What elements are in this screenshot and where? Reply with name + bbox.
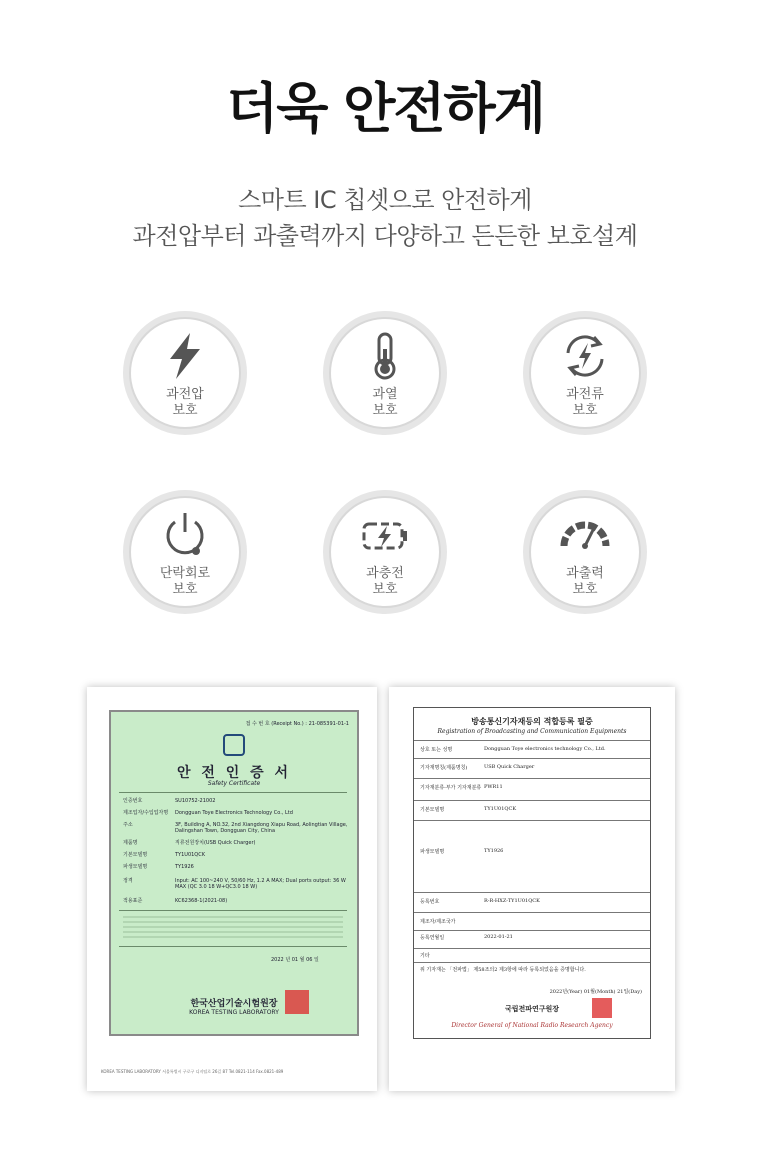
reg-value: TY1926	[484, 848, 504, 854]
registration-title: 방송통신기자재등의 적합등록 필증	[471, 716, 593, 726]
feature-short-circuit	[123, 490, 247, 614]
feature-sublabel: 보호	[572, 403, 598, 418]
cert-value: 직류전원장치(USB Quick Charger)	[175, 840, 256, 846]
cert-label: 파생모델명	[123, 864, 148, 870]
kc-logo-icon	[223, 734, 245, 756]
safety-certificate	[87, 687, 377, 1091]
registration-organization-en: Director General of National Radio Research Agency	[451, 1022, 613, 1029]
reg-label: 기본모델명	[420, 807, 445, 813]
feature-label: 과열	[372, 387, 398, 402]
reg-label: 제조자/제조국가	[420, 919, 456, 925]
cert-value: Input: AC 100~240 V, 50/60 Hz, 1.2 A MAX; Dual ports output: 36 W MAX (QC 3.0 18 W+QC3.0 18 W)	[175, 878, 346, 890]
cert-label: 제조업자/수입업자명	[123, 810, 169, 816]
subtitle-line-2: 과전압부터 과출력까지 다양하고 든든한 보호설계	[132, 222, 638, 250]
cert-value: KC62368-1(2021-08)	[175, 898, 228, 904]
battery-charge-icon	[360, 510, 410, 560]
feature-label: 과충전	[366, 566, 404, 581]
feature-overcurrent	[523, 311, 647, 435]
reg-value: R-R-HXZ-TY1U01QCK	[484, 898, 540, 904]
lightning-icon	[160, 331, 210, 381]
reg-label: 등록번호	[420, 899, 440, 905]
cert-value: 3F, Building A, NO.32, 2nd Xiangdong Xiapu Road, Aolingtian Village, Dalingshan Town, Dongguan City, China	[175, 822, 348, 834]
cert-value: TY1926	[175, 864, 194, 870]
cert-label: 주소	[123, 822, 133, 828]
reg-label: 등록연월일	[420, 935, 445, 941]
feature-overvoltage	[123, 311, 247, 435]
reg-value: USB Quick Charger	[484, 764, 535, 770]
registration-certificate	[389, 687, 675, 1091]
feature-label: 과전압	[166, 387, 204, 402]
feature-sublabel: 보호	[572, 582, 598, 597]
feature-sublabel: 보호	[372, 582, 398, 597]
feature-overcharge	[323, 490, 447, 614]
reg-label: 기자재분류-부가 기자재분류	[420, 785, 482, 791]
cert-label: 정격	[123, 878, 133, 884]
cert-value: TY1U01QCK	[175, 852, 206, 858]
seal-stamp-icon	[285, 990, 309, 1014]
thermometer-icon	[360, 331, 410, 381]
gauge-icon	[560, 510, 610, 560]
issuing-organization: 한국산업기술시험원장	[190, 999, 278, 1009]
receipt-number: 접 수 번 호 (Receipt No.) : 21-085391-01-1	[245, 721, 349, 727]
cert-label: 제품명	[123, 840, 138, 846]
reg-value: TY1U01QCK	[484, 806, 517, 812]
feature-label: 과출력	[566, 566, 604, 581]
cert-label: 기본모델명	[123, 852, 148, 858]
reg-value: Dongguan Toye electronics technology Co., Ltd.	[484, 746, 606, 752]
feature-label: 과전류	[566, 387, 604, 402]
reg-value: PWR11	[484, 784, 503, 790]
page-title: 더욱 안전하게	[226, 77, 544, 140]
cert-label: 인증번호	[123, 798, 143, 804]
feature-sublabel: 보호	[172, 403, 198, 418]
feature-label: 단락회로	[159, 566, 211, 581]
feature-overheat	[323, 311, 447, 435]
seal-stamp-icon	[592, 998, 612, 1018]
certificate-date: 2022 년 01 월 06 일	[271, 957, 319, 963]
certificate-footer: KOREA TESTING LABORATORY 서울특별시 구로구 디지털로 26길 87 Tel.0821-114 Fax.0821-489	[101, 1069, 284, 1074]
cert-value: SU10752-21002	[175, 798, 216, 804]
reg-label: 기타	[420, 953, 430, 959]
registration-organization: 국립전파연구원장	[504, 1004, 560, 1013]
feature-sublabel: 보호	[172, 582, 198, 597]
certificate-title: 안 전 인 증 서	[176, 765, 292, 781]
cert-value: Dongguan Toye Electronics Technology Co., Ltd	[175, 810, 293, 816]
cert-label: 적용표준	[123, 898, 143, 904]
registration-title-en: Registration of Broadcasting and Communication Equipments	[437, 728, 627, 735]
subtitle-line-1: 스마트 IC 칩셋으로 안전하게	[238, 186, 532, 214]
reg-label: 상호 또는 성명	[420, 747, 453, 753]
refresh-lightning-icon	[560, 331, 610, 381]
issuing-organization-en: KOREA TESTING LABORATORY	[189, 1009, 279, 1016]
registration-date: 2022년(Year) 01월(Month) 21일(Day)	[549, 989, 642, 995]
registration-statement: 위 기자재는 「전파법」 제58조의2 제3항에 따라 등록되었음을 증명합니다.	[420, 967, 586, 973]
certificate-title-en: Safety Certificate	[207, 780, 261, 787]
power-icon	[160, 510, 210, 560]
feature-sublabel: 보호	[372, 403, 398, 418]
reg-label: 기자재명칭(제품명칭)	[420, 765, 468, 771]
reg-value: 2022-01-21	[484, 934, 513, 940]
feature-overpower	[523, 490, 647, 614]
reg-label: 파생모델명	[420, 849, 445, 855]
